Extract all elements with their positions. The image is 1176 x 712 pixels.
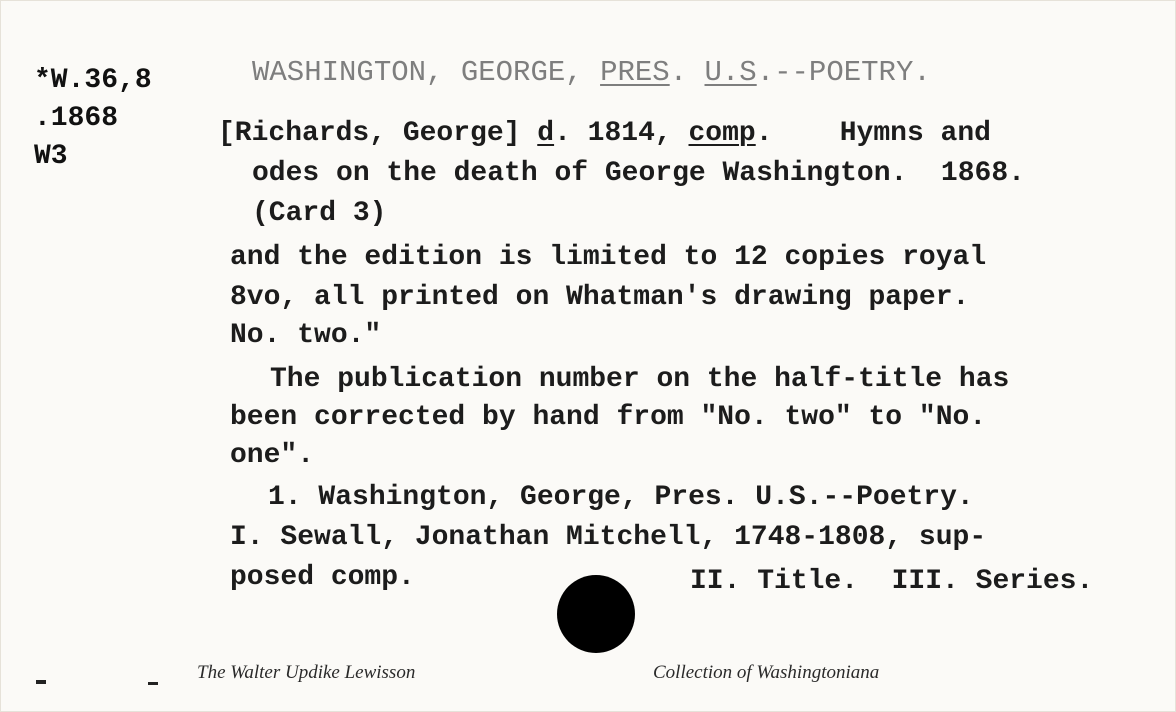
body-line-5: been corrected by hand from "No. two" to "No. [230, 402, 987, 433]
footer-left: The Walter Updike Lewisson [197, 662, 416, 683]
entry-line-1 [218, 120, 991, 148]
mark-right [148, 682, 158, 685]
entry-line-3: (Card 3) [252, 198, 387, 229]
call-number [34, 62, 152, 176]
body-line-6: one". [230, 440, 315, 471]
entry-text: . 1814, [554, 118, 689, 149]
mark-left [36, 680, 46, 684]
tracing-line-2: I. Sewall, Jonathan Mitchell, 1748-1808, sup- [230, 522, 987, 553]
tracing-line-3: posed comp. [230, 562, 415, 593]
footer-right: Collection of Washingtoniana [653, 662, 880, 683]
heading-text-1: WASHINGTON, GEORGE, [252, 56, 601, 89]
entry-line-2: odes on the death of George Washington. 1868. [252, 158, 1025, 189]
body-line-2: 8vo, all printed on Whatman's drawing paper. [230, 282, 970, 313]
tracing-line-4: II. Title. III. Series. [690, 566, 1094, 597]
call-number-line-3: W3 [34, 141, 68, 172]
call-number-line-1: *W.36,8 [34, 65, 152, 96]
body-line-3: No. two." [230, 320, 382, 351]
body-line-1: and the edition is limited to 12 copies royal [230, 242, 987, 273]
died-abbrev: d [537, 118, 555, 149]
author-name: [Richards, George] [218, 118, 538, 149]
heading-us: U.S [704, 56, 757, 89]
comp-abbrev: comp [688, 118, 756, 149]
tracing-line-1: 1. Washington, George, Pres. U.S.--Poetry. [268, 482, 974, 513]
heading-text-3: .--POETRY. [756, 56, 931, 89]
title-start: . Hymns and [755, 118, 991, 149]
body-line-4: The publication number on the half-title has [270, 364, 1010, 395]
call-number-line-2: .1868 [34, 103, 119, 134]
heading-text-2: . [669, 56, 705, 89]
heading-pres: PRES [600, 56, 670, 89]
subject-heading [252, 58, 931, 87]
punch-hole [557, 575, 635, 653]
